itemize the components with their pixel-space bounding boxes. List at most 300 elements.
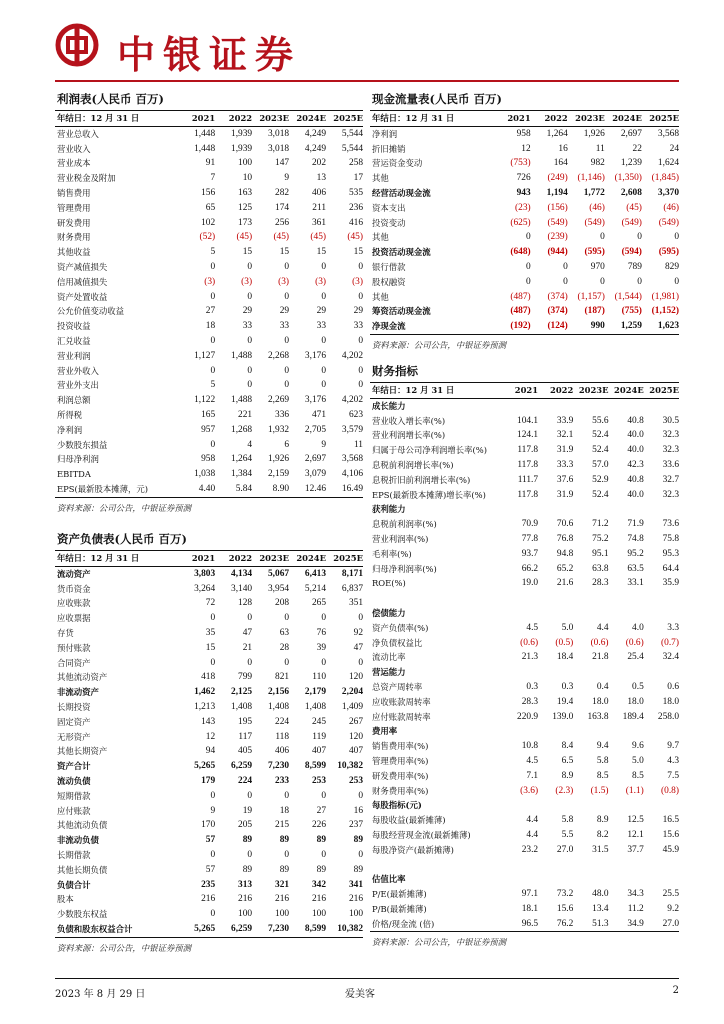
row-label: EPS(最新股本摊薄)增长率(%): [372, 489, 486, 500]
cell-value: 2,179: [304, 687, 327, 698]
cell-value: 73.6: [662, 519, 679, 530]
footer-rule: [55, 978, 679, 979]
cell-value: 52.4: [592, 430, 609, 441]
cell-value: 4,249: [304, 143, 327, 154]
cell-value: 1,488: [231, 350, 253, 361]
cell-value: 8.9: [561, 770, 574, 781]
table-row: [55, 582, 363, 597]
row-label: 营业利润增长率(%): [372, 430, 446, 441]
cell-value: [573, 798, 608, 813]
table-row: [55, 744, 363, 759]
cell-value: 4,249: [304, 128, 327, 139]
row-label: 预付账款: [57, 642, 91, 653]
cell-value: 4,202: [341, 395, 363, 406]
cell-value: 5.8: [596, 755, 609, 766]
table-header-row: [370, 111, 679, 127]
cell-value: 1,409: [341, 701, 363, 712]
cell-value: 221: [238, 409, 253, 420]
cell-value: 5,265: [194, 923, 216, 934]
table-row: [55, 230, 363, 245]
table-row: [55, 566, 363, 581]
cell-value: 63.5: [627, 563, 644, 574]
row-label: 财务费用率(%): [372, 785, 429, 796]
row-label: 研发费用: [57, 217, 91, 228]
cell-value: 12: [205, 731, 216, 742]
cell-value: [538, 502, 573, 517]
cell-value: 0: [358, 790, 363, 801]
table-row: [55, 171, 363, 186]
cell-value: 63: [279, 627, 290, 638]
table-row: [370, 473, 679, 488]
cell-value: 164: [553, 158, 568, 169]
cell-value: 0: [321, 261, 327, 272]
cell-value: 361: [311, 217, 327, 228]
table-row: [55, 290, 363, 305]
cell-value: 51.3: [592, 918, 609, 929]
cell-value: 416: [348, 217, 363, 228]
cell-value: 170: [201, 820, 216, 831]
cell-value: 0: [600, 276, 605, 287]
cell-value: 245: [311, 716, 327, 727]
cell-value: 0: [600, 232, 605, 243]
cell-value: 0: [247, 365, 253, 376]
cell-value: 7: [210, 173, 216, 184]
cell-value: 33: [242, 321, 253, 332]
row-label: 信用减值损失: [57, 276, 108, 287]
cell-value: [538, 872, 573, 887]
cell-value: 110: [312, 672, 327, 683]
cell-value: 28.3: [521, 696, 539, 707]
source-note: 资料来源：公司公告，中银证券预测: [57, 942, 191, 953]
cell-value: 0: [321, 291, 327, 302]
year-header: 2023E: [578, 385, 609, 395]
cell-value: 0: [247, 261, 253, 272]
cell-value: 0: [247, 849, 253, 860]
table-row: [55, 848, 363, 863]
cell-value: 93.7: [521, 548, 539, 559]
cell-value: 3,803: [194, 568, 216, 579]
cell-value: 45.9: [662, 844, 679, 855]
cell-value: 0: [247, 657, 253, 668]
cell-value: 8,599: [304, 761, 327, 772]
cell-value: (594): [621, 247, 642, 258]
row-label: 短期借款: [57, 790, 91, 801]
cell-value: 40.0: [627, 489, 644, 500]
cell-value: (3): [278, 276, 290, 287]
table-row: [370, 171, 679, 186]
cell-value: [573, 502, 608, 517]
cell-value: 0: [284, 261, 290, 272]
row-label: 归母净利润率(%): [372, 563, 437, 574]
cell-value: 100: [275, 909, 290, 920]
table-row: [55, 364, 363, 379]
cell-value: 16: [558, 143, 568, 154]
cell-value: (0.6): [520, 637, 539, 648]
row-label: 每股经营现金流(最新摊薄): [372, 829, 471, 840]
cell-value: [503, 724, 538, 739]
cell-value: (3): [241, 276, 253, 287]
cell-value: (1,981): [651, 291, 679, 302]
cell-value: 15.6: [556, 903, 574, 914]
cell-value: 216: [201, 894, 216, 905]
cell-value: 8.9: [596, 815, 609, 826]
cell-value: 216: [348, 894, 363, 905]
cell-value: 1,259: [620, 321, 642, 332]
table-row: [370, 887, 679, 902]
row-label: 其他流动资产: [57, 672, 108, 683]
row-label: 其他: [372, 291, 389, 302]
cell-value: 125: [238, 202, 253, 213]
row-label: 管理费用率(%): [372, 755, 429, 766]
cell-value: 163.8: [587, 711, 609, 722]
cell-value: [573, 606, 608, 621]
cell-value: 5: [210, 247, 216, 258]
ratios-table: [370, 382, 679, 932]
cell-value: 11.2: [627, 903, 644, 914]
row-label: 营运资金变动: [372, 158, 423, 169]
cell-value: [644, 398, 679, 413]
cell-value: 0: [321, 657, 327, 668]
table-row: [55, 260, 363, 275]
cell-value: 17: [353, 173, 363, 184]
income-table: [55, 110, 363, 498]
cell-value: [644, 858, 679, 873]
cell-value: 4,106: [341, 469, 363, 480]
cell-value: 27: [316, 805, 327, 816]
cell-value: 235: [201, 879, 216, 890]
cell-value: 0: [563, 276, 568, 287]
cell-value: 102: [201, 217, 216, 228]
row-label: 价格/现金流 (倍): [372, 918, 435, 929]
cell-value: 0: [210, 439, 216, 450]
row-label: 公允价值变动收益: [57, 306, 124, 317]
year-header: 2025E: [649, 385, 679, 395]
table-row: [55, 216, 363, 231]
cell-value: 5.0: [561, 622, 574, 633]
cell-value: 3,568: [657, 128, 679, 139]
cell-value: 94.8: [556, 548, 574, 559]
cell-value: 943: [516, 187, 531, 198]
cell-value: 117.8: [517, 445, 539, 456]
row-label: 资产合计: [57, 761, 91, 772]
cell-value: 9.2: [667, 903, 679, 914]
cell-value: (1.5): [590, 785, 609, 796]
cell-value: 336: [275, 409, 290, 420]
row-label: 管理费用: [57, 202, 91, 213]
cell-value: [573, 724, 608, 739]
cell-value: 5,544: [341, 143, 363, 154]
cell-value: 0: [358, 613, 363, 624]
cell-value: 0: [674, 276, 679, 287]
table-header-row: [55, 551, 363, 567]
row-label: 偿债能力: [372, 607, 406, 618]
cell-value: 821: [275, 672, 290, 683]
cell-value: 32.1: [556, 430, 574, 441]
table-row: [55, 423, 363, 438]
cell-value: 15: [205, 642, 216, 653]
table-row: [370, 517, 679, 532]
cell-value: 1,623: [657, 321, 679, 332]
cell-value: 4,202: [341, 350, 363, 361]
row-label: 应收账款周转率: [372, 696, 431, 707]
cell-value: 4.5: [526, 755, 539, 766]
year-header: 2021: [191, 113, 216, 123]
cell-value: [609, 665, 644, 680]
cell-value: 16.49: [341, 483, 363, 494]
cell-value: 0: [284, 790, 290, 801]
cell-value: 0.6: [667, 681, 679, 692]
table-row: [370, 621, 679, 636]
cell-value: 0: [284, 613, 290, 624]
row-label: 银行借款: [372, 261, 406, 272]
cell-value: 73.2: [556, 889, 574, 900]
cell-value: (1.1): [625, 785, 644, 796]
cell-value: (648): [510, 247, 531, 258]
cell-value: 117: [238, 731, 253, 742]
cell-value: (1,146): [577, 173, 605, 184]
cell-value: 958: [201, 454, 216, 465]
cell-value: 118: [275, 731, 290, 742]
cell-value: 0: [321, 790, 327, 801]
row-label: 股本: [57, 894, 74, 905]
cell-value: 9: [210, 805, 216, 816]
row-label: 股权融资: [372, 276, 406, 287]
cell-value: 0: [210, 291, 216, 302]
row-label: 资本支出: [372, 202, 406, 213]
cell-value: 92: [353, 627, 363, 638]
table-row: [370, 142, 679, 157]
cell-value: [503, 398, 538, 413]
table-row: [55, 482, 363, 497]
year-header: 2021: [507, 113, 531, 123]
cell-value: [503, 858, 538, 873]
table-row: [55, 452, 363, 467]
row-label: 营业利润率(%): [372, 533, 429, 544]
cell-value: 165: [201, 409, 216, 420]
row-label: P/B(最新摊薄): [372, 903, 427, 914]
table-row: [55, 156, 363, 171]
cell-value: 5,265: [194, 761, 216, 772]
year-end-label: 年结日：12 月 31 日: [372, 113, 455, 123]
cell-value: 7,230: [267, 761, 290, 772]
cell-value: 0: [247, 613, 253, 624]
cell-value: [644, 665, 679, 680]
cell-value: 0: [284, 335, 290, 346]
row-label: 折旧摊销: [372, 143, 406, 154]
year-header: 2023E: [575, 113, 605, 123]
row-label: 非流动资产: [57, 687, 99, 698]
cell-value: [644, 724, 679, 739]
cell-value: [609, 502, 644, 517]
cell-value: 10,382: [337, 923, 363, 934]
year-end-label: 年结日：12 月 31 日: [57, 113, 140, 123]
cell-value: [538, 606, 573, 621]
row-label: 净利润: [372, 128, 398, 139]
cell-value: 1,926: [267, 454, 290, 465]
cell-value: 0: [358, 365, 363, 376]
row-label: 估值比率: [372, 874, 406, 885]
page-footer: [55, 985, 679, 1001]
table-row: [55, 467, 363, 482]
cell-value: 236: [348, 202, 363, 213]
year-header: 2022: [550, 385, 574, 395]
cell-value: 0: [284, 291, 290, 302]
cell-value: 1,448: [194, 128, 216, 139]
row-label: 营业利润: [57, 350, 91, 361]
cell-value: 89: [316, 835, 327, 846]
table-row: [370, 458, 679, 473]
cell-value: 76.8: [556, 533, 574, 544]
cell-value: 147: [275, 158, 290, 169]
cell-value: 32.4: [662, 652, 679, 663]
cell-value: 3,176: [304, 395, 327, 406]
cell-value: 6.5: [561, 755, 574, 766]
cell-value: 8.4: [561, 741, 574, 752]
table-row: [370, 502, 679, 517]
cell-value: [538, 798, 573, 813]
row-label: 研发费用率(%): [372, 770, 429, 781]
cell-value: 19.4: [556, 696, 574, 707]
cell-value: 31.9: [556, 445, 574, 456]
cell-value: 5,214: [304, 583, 327, 594]
row-label: 息税前利润率(%): [372, 519, 437, 530]
row-label: EPS(最新股本摊薄，元): [57, 483, 149, 494]
cell-value: 0: [525, 232, 531, 243]
year-header: 2021: [514, 385, 539, 395]
cell-value: (45): [310, 232, 327, 243]
cell-value: 39: [316, 642, 327, 653]
cell-value: (1,350): [614, 173, 642, 184]
cell-value: 120: [348, 672, 363, 683]
table-header-row: [370, 383, 679, 399]
cell-value: 32.3: [662, 430, 679, 441]
cell-value: 2,159: [267, 469, 290, 480]
cell-value: 95.1: [592, 548, 609, 559]
cell-value: 47: [242, 627, 253, 638]
cell-value: 2,608: [620, 187, 642, 198]
table-row: [370, 710, 679, 725]
cell-value: 4,134: [231, 568, 253, 579]
row-label: 筹资活动现金流: [372, 306, 431, 317]
cell-value: 33: [279, 321, 290, 332]
table-row: [370, 126, 679, 141]
table-row: [370, 754, 679, 769]
cell-value: 18.0: [592, 696, 609, 707]
cell-value: 40.8: [627, 474, 644, 485]
cell-value: 0: [321, 365, 327, 376]
year-header: 2025E: [333, 113, 363, 123]
table-row: [370, 186, 679, 201]
cell-value: 5,544: [341, 128, 363, 139]
cell-value: [609, 724, 644, 739]
cell-value: 52.4: [592, 445, 609, 456]
cell-value: (192): [510, 321, 531, 332]
table-row: [370, 650, 679, 665]
row-label: 应收账款: [57, 598, 91, 609]
cell-value: 282: [275, 187, 290, 198]
cell-value: (595): [584, 247, 605, 258]
cell-value: 789: [627, 261, 642, 272]
row-label: 每股指标(元): [372, 800, 422, 811]
row-label: 归母净利润: [57, 454, 99, 465]
year-header: 2024E: [614, 385, 644, 395]
balance-sheet-panel: [55, 528, 363, 958]
cell-value: 0: [563, 261, 568, 272]
cell-value: (487): [510, 306, 531, 317]
cell-value: 8.5: [632, 770, 644, 781]
table-row: [370, 304, 679, 319]
cell-value: 6: [284, 439, 290, 450]
cell-value: 11: [353, 439, 363, 450]
page-header: [55, 18, 675, 76]
cell-value: (45): [273, 232, 290, 243]
cell-value: 829: [664, 261, 679, 272]
table-row: [370, 739, 679, 754]
table-row: [370, 562, 679, 577]
cell-value: 351: [348, 598, 363, 609]
cell-value: 19: [242, 805, 253, 816]
cell-value: 0: [321, 613, 327, 624]
cell-value: 18: [279, 805, 290, 816]
table-row: [370, 858, 679, 873]
row-label: 汇兑收益: [57, 335, 91, 346]
table-row: [370, 443, 679, 458]
cell-value: 0: [284, 365, 290, 376]
row-label: 毛利率(%): [372, 548, 412, 559]
cell-value: [644, 502, 679, 517]
cell-value: 208: [275, 598, 290, 609]
cell-value: 1,772: [583, 187, 605, 198]
cell-value: 342: [311, 879, 327, 890]
cell-value: [503, 798, 538, 813]
cell-value: 0: [247, 291, 253, 302]
cell-value: [644, 606, 679, 621]
table-row: [55, 393, 363, 408]
cell-value: (239): [547, 232, 568, 243]
table-row: [55, 378, 363, 393]
table-row: [370, 156, 679, 171]
cell-value: 4.4: [526, 815, 539, 826]
table-row: [55, 789, 363, 804]
table-row: [370, 398, 679, 413]
cell-value: 535: [348, 187, 363, 198]
year-header: 2021: [191, 553, 216, 563]
cell-value: 3,079: [304, 469, 327, 480]
table-row: [55, 126, 363, 141]
cell-value: 958: [516, 128, 531, 139]
cell-value: (3): [315, 276, 327, 287]
cell-value: 313: [238, 879, 253, 890]
table-row: [370, 784, 679, 799]
table-row: [370, 532, 679, 547]
cell-value: 7.1: [526, 770, 539, 781]
cell-value: (1,845): [651, 173, 679, 184]
row-label: [370, 858, 503, 873]
cell-value: 3,018: [267, 143, 290, 154]
row-label: 所得税: [57, 409, 83, 420]
cell-value: (944): [547, 247, 568, 258]
header-rule: [55, 80, 679, 82]
row-label: 存货: [57, 627, 74, 638]
cell-value: 1,939: [231, 143, 253, 154]
cell-value: (595): [658, 247, 679, 258]
table-row: [55, 275, 363, 290]
row-label: 净现金流: [372, 321, 406, 332]
table-row: [370, 216, 679, 231]
cell-value: 37.6: [556, 474, 574, 485]
cell-value: 48.0: [592, 889, 609, 900]
cell-value: 0: [210, 909, 216, 920]
